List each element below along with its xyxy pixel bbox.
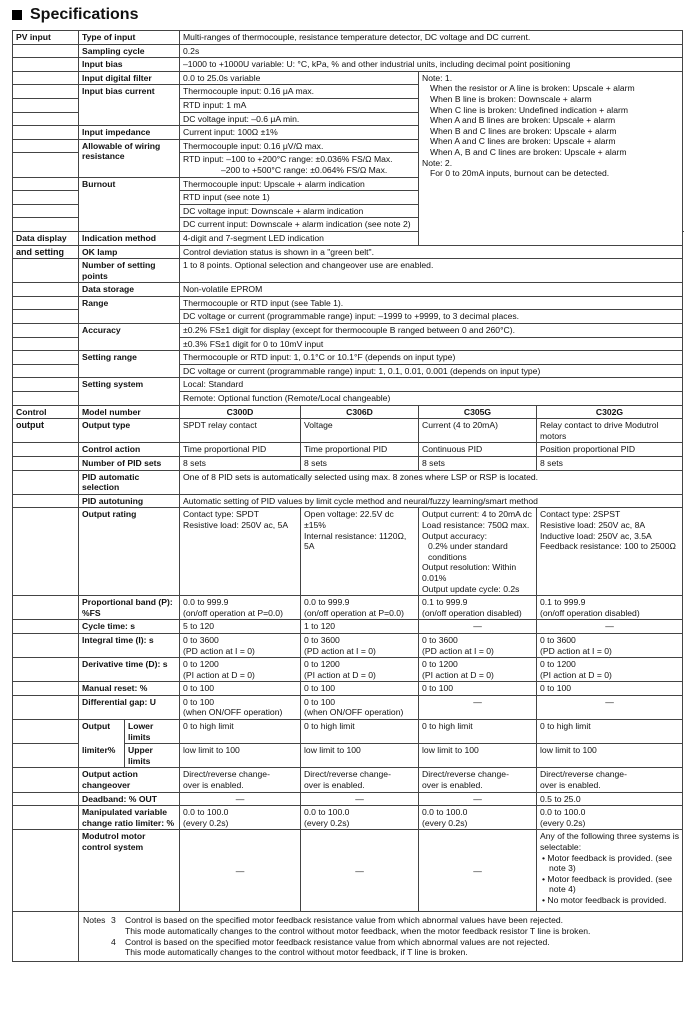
- item-value: –1000 to +1000U variable: U: °C, kPa, % and other industrial units, including decimal point positioning: [180, 58, 683, 72]
- square-bullet-icon: [12, 10, 22, 20]
- item-value: 0.2s: [180, 44, 683, 58]
- section-control-output: Control: [13, 405, 79, 419]
- section-pv-input: PV input: [13, 31, 79, 45]
- item-label: Input impedance: [79, 126, 180, 140]
- modutrol-options-list: [540, 853, 679, 906]
- item-label: Type of input: [79, 31, 180, 45]
- item-value: 0.0 to 25.0s variable: [180, 71, 419, 85]
- spec-table: PV input Type of input Multi-ranges of thermocouple, resistance temperature detector, DC voltage and DC current. Sampling cycle 0.2s Input bias –1000 to +1000U variable: U: °C, kPa, % and other industrial units, including decimal point positioning Input digital filter 0.0 to 25.0s variable Note: 1. When the resistor or A line is broken: Upscale + alarm When B line is broken: Downscale + alarm When C line is broken: Undefined indication + alarm When A and B lines are broken: Upscale + alarm When B and C lines are broken: Upscale + alarm When A and C lines are broken: Upscale + alarm When A, B and C lines are broken: Upscale + alarm Note: 2. For 0 to 20mA inputs, burnout can be detected. Input bias current Thermocouple input: 0.16 μA max. RTD input: 1 mA DC voltage input: –0.6 μA min. Input impedance Current input: 100Ω ±1% Allowable of wiring resistance Thermocouple input: 0.16 μV/Ω max. RTD input: –100 to +200°C range: ±0.036% FS/Ω Max. –200 to +500°C range: ±0.064% FS/Ω Max. Burnout Thermocouple input: Upscale + alarm indication RTD input (see note 1) DC voltage input: Downscale + alarm indication DC current input: Downscale + alarm indication (see note 2) Data display Indication method 4-digit and 7-segment LED indication and setting OK lamp Control deviation status is shown in a "green belt". Number of setting points 1 to 8 points. Optional selection and changeover use are enabled. Data storage Non-volatile EPROM Range Thermocouple or RTD input (see Table 1). DC voltage or current (programmable range) input: –1999 to +9999, to 3 decimal places. Accuracy ±0.2% FS±1 digit for display (except for thermocouple B ranged between 0 and 260°C). ±0.3% FS±1 digit for 0 to 10mV input Setting range Thermocouple or RTD input: 1, 0.1°C or 10.1°F (depends on input type) DC voltage or current (programmable range) input: 1, 0.1, 0.01, 0.001 (depends on input type) Setting system Local: Standard Remote: Optional function (Remote/Local changeable) Control Model number C300D C306D C305G C302G output Output type SPDT relay contact Voltage Current (4 to 20mA) Relay contact to drive Modutrol motors Control action Time proportional PID Time proportional PID Continuous PID Position proportional PID Number of PID sets 8 sets 8 sets 8 sets 8 sets PID automatic selection One of 8 PID sets is automatically selected using max. 8 zones where LSP or RSP is located. PID autotuning Automatic setting of PID values by limit cycle method and neural/fuzzy learning/smart method Output rating Contact type: SPDT Resistive load: 250V ac, 5A Open voltage: 22.5V dc ±15% Internal resistance: 1120Ω, 5A Output current: 4 to 20mA dc Load resistance: 750Ω max. Output accuracy: 0.2% under standard conditions Output resolution: Within 0.01% Output update cycle: 0.2s Contact type: 2SPST Resistive load: 250V ac, 8A Inductive load: 250V ac, 3.5A Feedback resistance: 100 to 2500Ω Proportional band (P): %FS 0.0 to 999.9 (on/off operation at P=0.0) 0.0 to 999.9 (on/off operation at P=0.0) 0.1 to 999.9 (on/off operation disabled) 0.1 to 999.9 (on/off operation disabled) Cycle time: s 5 to 120 1 to 120 — — Integral time (I): s 0 to 3600 (PD action at I = 0) 0 to 3600 (PD action at I = 0) 0 to 3600 (PD action at I = 0) 0 to 3600 (PD action at I = 0) Derivative time (D): s 0 to 1200 (PI action at D = 0) 0 to 1200 (PI action at D = 0) 0 to 1200 (PI action at D = 0) 0 to 1200 (PI action at D = 0) Manual reset: % 0 to 100 0 to 100 0 to 100 0 to 100 Differential gap: U 0 to 100 (when ON/OFF operation) 0 to 100 (when ON/OFF operation) — — Output Lower limits 0 to high limit 0 to high limit 0 to high limit 0 to high limit limiter% Upper limits low limit to 100 low limit to 100 low limit to 100 low limit to 100 Output action changeover Direct/reverse change- over is enabled. Direct/reverse change- over is enabled. Direct/reverse change- over is enabled. Direct/reverse change- over is enabled. Deadband: % OUT — — — 0.5 to 25.0 Manipulated variable change ratio limiter: % 0.0 to 100.0 (every 0.2s) 0.0 to 100.0 (every 0.2s) 0.0 to 100.0 (every 0.2s) 0.0 to 100.0 (every 0.2s) Modutrol motor control system — — — Any of the following three systems is selectable: • Motor feedback is provided. (see note 3) • Motor feedback is provided. (see note 4) • No motor feedback is provided. Notes 3 Control is based on the specified motor feedback resistance value from which abnormal values have been rejected. This mode automatically changes to the control without motor feedback, when the motor feedback resistor T line is broken. 4 Control is based on the specified motor feedback resistance value from which abnormal values are not rejected. This mode automatically changes to the control without motor feedback, if T line is broken.: [12, 30, 683, 962]
- item-label: Allowable of wiring resistance: [79, 139, 180, 177]
- item-label: Input bias: [79, 58, 180, 72]
- page-title: Specifications: [12, 5, 138, 25]
- side-notes: Note: 1. When the resistor or A line is broken: Upscale + alarm When B line is broken: Downscale + alarm When C line is broken: Undefined indication + alarm When A and B lines are broken: Upscale + alarm When B and C lines are broken: Upscale + alarm When A and C lines are broken: Upscale + alarm When A, B and C lines are broken: Upscale + alarm Note: 2. For 0 to 20mA inputs, burnout can be detected.: [419, 71, 683, 245]
- item-value: Multi-ranges of thermocouple, resistance temperature detector, DC voltage and DC current.: [180, 31, 683, 45]
- list-item: • Motor feedback is provided. (see note 4): [549, 874, 679, 895]
- item-label: Input digital filter: [79, 71, 180, 85]
- item-label: Input bias current: [79, 85, 180, 126]
- list-item: • Motor feedback is provided. (see note 3): [549, 853, 679, 874]
- section-data-display: Data display: [13, 231, 79, 245]
- item-label: Sampling cycle: [79, 44, 180, 58]
- footnotes: Notes 3 Control is based on the specified motor feedback resistance value from which abnormal values have been rejected. This mode automatically changes to the control without motor feedback, when the motor feedback resistor T line is broken. 4 Control is based on the specified motor feedback resistance value from which abnormal values are not rejected. This mode automatically changes to the control without motor feedback, if T line is broken.: [79, 912, 683, 961]
- list-item: • No motor feedback is provided.: [549, 895, 679, 906]
- item-label: Burnout: [79, 177, 180, 231]
